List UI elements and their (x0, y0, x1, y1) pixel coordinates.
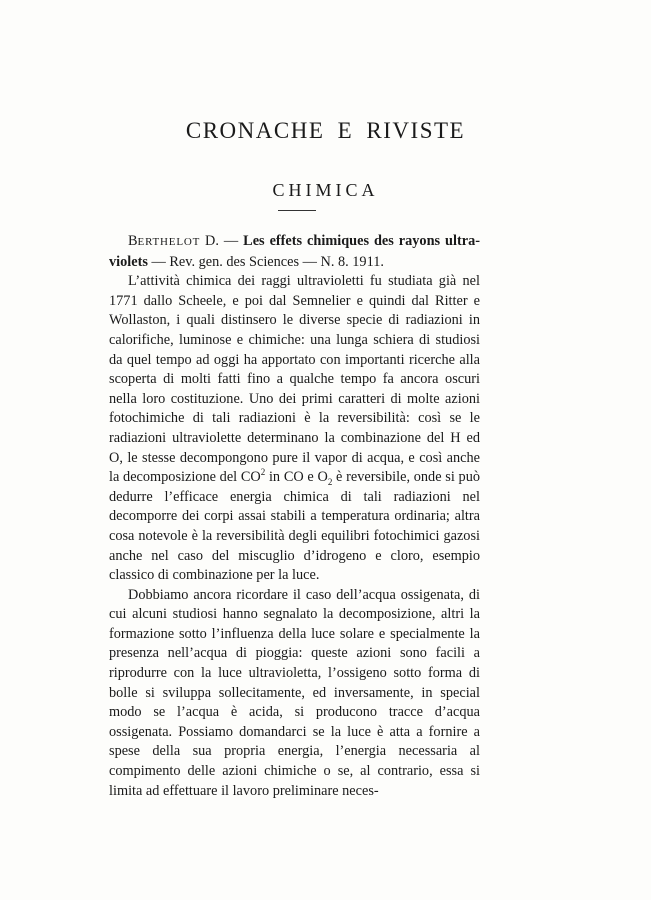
title-divider (278, 210, 316, 211)
paragraph-1-part-3: è reversibile, onde si può dedurre l’efficace energia chimica di tali radiazioni nel decomporre dei corpi assai stabili a temperatura ordinaria; altra cosa notevole è la reversibilità degli equilibri fotochimici gazosi anche nel caso del miscuglio d’idrogeno e cloro, esempio classico di combinazione per la luce. (109, 469, 480, 584)
author-initial: B (128, 233, 138, 249)
paragraph-1-part-1: L’attività chimica dei raggi ultravioletti fu studiata già nel 1771 dallo Scheele, e poi dal Semnelier e quindi dal Ritter e Wollaston, i quali distinsero le diverse specie di radiazioni in calorifiche, luminose e chimiche: una lunga schiera di studiosi da quel tempo ad oggi ha apportato con importanti ricerche alla scoperta di molti fatti fino a qualche tempo fa ancora oscuri nella loro costituzione. Uno dei primi caratteri di molte azioni fotochimiche di tali radiazioni è la reversibilità: così se le radiazioni ultraviolette determinano la combinazione del H ed O, le stesse decompongono pure il vapor di acqua, e così anche la decomposizione del CO (109, 273, 480, 486)
section-title: CRONACHE E RIVISTE (185, 118, 466, 143)
reference-line (109, 232, 480, 272)
superscript-2: 2 (260, 467, 266, 478)
paragraph-2: Dobbiamo ancora ricordare il caso dell’acqua ossigenata, di cui alcuni studiosi hanno segnalato la decomposizione, altri la formazione sotto l’influenza della luce solare e specialmente la presenza nell’acqua di pioggia: queste azioni sono facili a riprodurre con la luce ultravioletta, l’ossigeno sotto forma di bolle si sviluppa sollecitamente, ed inversamente, in special modo se l’acqua è acida, si producono tracce d’acqua ossigenata. Possiamo domandarci se la luce è atta a fornire a spese della sua propria energia, l’energia necessaria al compimento delle azioni chimiche o se, al contrario, essa si limita ad effettuare il lavoro preliminare neces- (109, 586, 480, 799)
subsection-title: CHIMICA (272, 180, 379, 200)
reference-source: — Rev. gen. des Sciences — N. 8. 1911. (147, 253, 384, 270)
author-name-rest: ERTHELOT (137, 236, 201, 248)
article-body (109, 232, 480, 801)
subscript-2: 2 (327, 476, 333, 487)
reference-title: Les effets chimiques des rayons ultra-violets (109, 233, 480, 270)
paragraph-1-part-2: in CO e O (265, 469, 328, 486)
author-suffix: D. — (200, 233, 239, 249)
paragraph-1 (109, 272, 480, 586)
